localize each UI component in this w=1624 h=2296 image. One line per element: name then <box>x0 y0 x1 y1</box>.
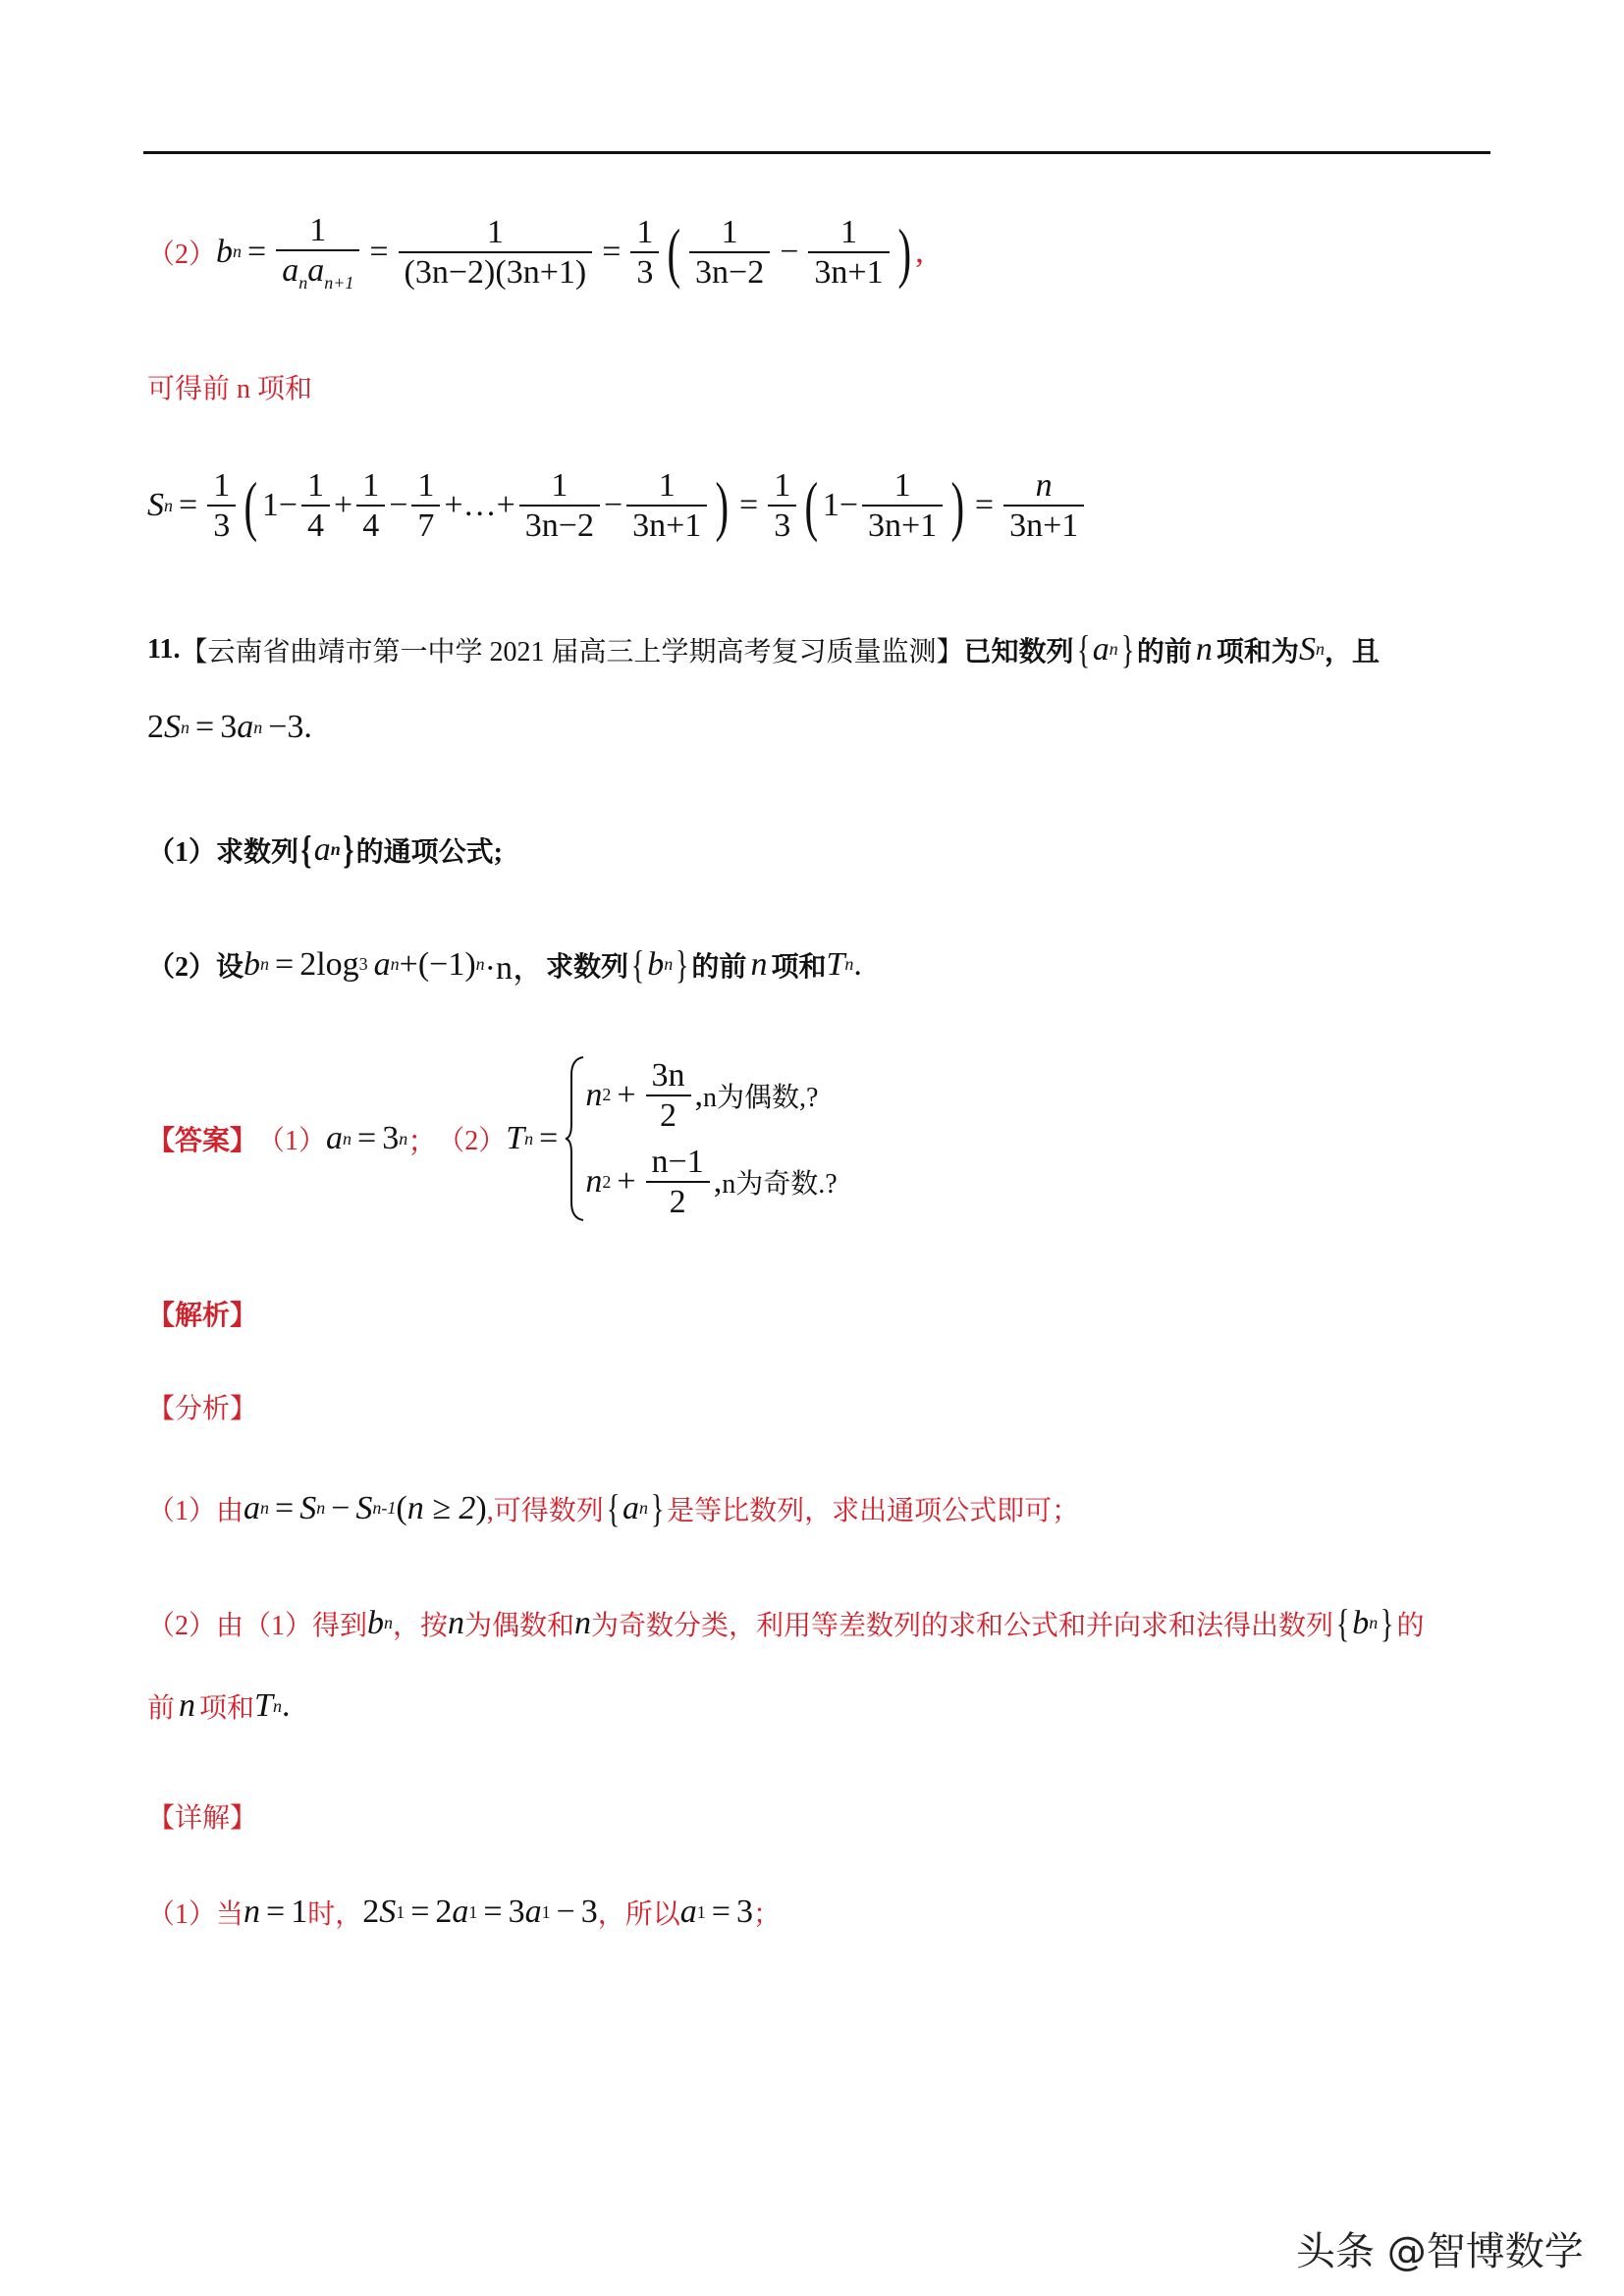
case-odd <box>585 1143 837 1221</box>
fraction <box>276 211 359 294</box>
var-S: S <box>147 487 164 524</box>
coef: 2 <box>435 1894 453 1930</box>
text: 前 <box>147 1693 176 1724</box>
text: （2）由（1）得到 <box>147 1610 368 1641</box>
var-n: n <box>585 1163 603 1201</box>
var-n: n <box>750 945 768 983</box>
var-n: n <box>574 1604 592 1641</box>
sub: n-1 <box>372 1498 397 1518</box>
num: 1 <box>207 466 236 507</box>
var: a <box>373 945 391 983</box>
num: 1 <box>519 466 600 507</box>
question-2 <box>147 940 862 988</box>
term: 1 <box>261 487 279 524</box>
piecewise-cases <box>564 1055 837 1222</box>
watermark: 头条 @智博数学 <box>1296 2229 1584 2274</box>
var: a <box>452 1894 469 1930</box>
num: 1 <box>626 466 707 507</box>
sub: n+1 <box>324 273 354 294</box>
eq: = <box>539 1120 559 1156</box>
cases-rows <box>585 1056 837 1221</box>
q-text: 项和 <box>771 951 827 983</box>
minus: − <box>389 487 408 524</box>
var-T: T <box>826 945 845 983</box>
num: 1 <box>399 213 593 253</box>
sub: n <box>390 954 400 974</box>
eq: = <box>711 1894 731 1930</box>
sub: n <box>260 1498 270 1518</box>
answer-tag: 【答案】 <box>147 1126 258 1156</box>
tail: −3. <box>268 709 312 745</box>
fraction <box>626 466 707 545</box>
var: b <box>647 945 665 983</box>
eq: = <box>195 709 215 745</box>
fraction <box>411 466 440 545</box>
analysis-tag: 【解析】 <box>147 1301 258 1331</box>
var-b: b <box>216 233 234 270</box>
comma: , <box>694 1076 704 1113</box>
text: （1）当 <box>147 1899 244 1930</box>
sub: 1 <box>696 1901 706 1922</box>
var: a <box>237 709 254 745</box>
plus: + <box>334 487 353 524</box>
eq: = <box>974 487 995 524</box>
den: 2 <box>660 1096 677 1134</box>
sub: 1 <box>541 1901 551 1922</box>
fraction <box>1003 466 1084 545</box>
paren: ) <box>475 1489 487 1526</box>
var-n: n <box>1035 467 1053 504</box>
den <box>276 251 359 294</box>
minus: − <box>780 233 799 270</box>
num: 1 <box>411 466 440 507</box>
text: 是等比数列，求出通项公式即可； <box>667 1495 1080 1526</box>
case-condition: n为奇数.? <box>722 1169 838 1201</box>
var: b <box>244 945 261 983</box>
fraction <box>519 466 600 545</box>
fenxi-tag: 【分析】 <box>147 1394 258 1424</box>
num: 1 <box>808 213 889 253</box>
den: (3n−2)(3n+1) <box>404 253 587 291</box>
paren: ) <box>897 214 911 290</box>
left-brace-icon <box>564 1055 585 1222</box>
coef: 3 <box>220 709 238 745</box>
term: 1 <box>822 487 839 524</box>
var-S: S <box>299 1489 317 1526</box>
sub: n <box>164 495 173 515</box>
fraction <box>862 466 943 545</box>
var-T: T <box>254 1687 273 1724</box>
answer-part-label: （1） <box>257 1126 327 1156</box>
text: 为奇数分类，利用等差数列的求和公式和并向求和法得出数列 <box>591 1610 1334 1641</box>
sub: n <box>343 1128 352 1148</box>
var: a <box>313 830 331 868</box>
brace: } <box>1380 1601 1394 1645</box>
den: 3n+1 <box>814 253 884 291</box>
term: ·n， <box>484 950 546 987</box>
var: a <box>524 1894 542 1930</box>
text: 项和 <box>199 1693 255 1724</box>
den: 3n+1 <box>868 507 938 545</box>
stem-text: ，且 <box>1324 636 1380 667</box>
den: 3n+1 <box>1009 507 1079 545</box>
q-text: 的通项公式; <box>355 836 503 868</box>
text: ，按 <box>393 1610 449 1641</box>
sub: n <box>316 1498 326 1518</box>
var: a <box>622 1489 639 1526</box>
var: a <box>282 252 299 290</box>
sub: n <box>1369 1613 1379 1632</box>
brace: { <box>630 942 645 987</box>
text: 时， <box>307 1899 363 1930</box>
den: 3n−2 <box>524 507 594 545</box>
sub: n <box>844 954 854 974</box>
fraction <box>630 213 659 292</box>
part-label: （2） <box>147 239 217 270</box>
detail-line-1 <box>147 1893 781 1932</box>
minus: − <box>278 487 298 524</box>
comma: , <box>713 1163 723 1201</box>
sub: n <box>638 1498 648 1518</box>
sup: n <box>399 1128 408 1148</box>
eq: = <box>275 1489 295 1526</box>
num: 3 <box>580 1894 598 1930</box>
brace: { <box>300 828 312 872</box>
sub: n <box>181 717 189 737</box>
minus: − <box>839 487 859 524</box>
base: 3 <box>382 1120 400 1156</box>
num <box>1003 466 1084 507</box>
sup: 2 <box>602 1171 612 1192</box>
case-even <box>585 1056 837 1135</box>
sub: n <box>524 1128 534 1148</box>
fraction <box>399 213 593 292</box>
sub: 1 <box>396 1901 406 1922</box>
q-text: 的前 <box>691 951 747 983</box>
num: 1 <box>862 466 943 507</box>
sub: n <box>272 1695 282 1716</box>
coef: 3 <box>508 1894 525 1930</box>
problem-stem <box>147 626 1380 672</box>
den: 2 <box>669 1184 686 1221</box>
sub: n <box>1109 639 1118 659</box>
eq: = <box>247 233 267 270</box>
fenxi-line-2 <box>147 1600 1424 1646</box>
var-S: S <box>164 709 181 745</box>
num: 1 <box>291 1894 308 1930</box>
problem-source: 【云南省曲靖市第一中学 2021 届高三上学期高考复习质量监测】 <box>180 636 964 667</box>
eq: = <box>483 1894 503 1930</box>
brace: } <box>650 1486 665 1530</box>
eq: = <box>266 1894 286 1930</box>
var: a <box>1092 630 1110 667</box>
sub: 1 <box>468 1901 478 1922</box>
den: 7 <box>417 507 435 545</box>
var-S: S <box>379 1894 397 1930</box>
var: b <box>1352 1604 1370 1641</box>
fraction <box>768 466 796 545</box>
num: 1 <box>276 211 359 251</box>
condition: n ≥ 2 <box>406 1489 476 1526</box>
paren: ) <box>950 468 965 544</box>
sn-formula-line <box>147 466 1088 545</box>
q-text: 求数列 <box>216 836 299 868</box>
den: 3 <box>213 507 231 545</box>
fraction <box>301 466 330 545</box>
var: a <box>244 1489 261 1526</box>
num: 1 <box>630 213 659 253</box>
eq: = <box>739 487 759 524</box>
stem-text: 已知数列 <box>963 636 1074 667</box>
semicolon: ； <box>407 1126 438 1158</box>
sub: n <box>330 839 341 859</box>
num: 3 <box>735 1894 753 1930</box>
text: ，所以 <box>597 1899 680 1930</box>
text: 的 <box>1396 1610 1425 1641</box>
partial-sum-text: 可得前 n 项和 <box>147 374 313 404</box>
plus: + <box>617 1076 636 1113</box>
sub: n <box>384 1613 394 1632</box>
sub: n <box>260 954 270 974</box>
paren: ( <box>804 468 819 544</box>
text: （1）由 <box>147 1495 244 1526</box>
plus: + <box>444 487 463 524</box>
var: a <box>679 1894 697 1930</box>
den: 3n+1 <box>632 507 702 545</box>
fraction <box>808 213 889 292</box>
question-1 <box>147 827 503 873</box>
var-S: S <box>355 1489 373 1526</box>
fenxi-line-1 <box>147 1485 1079 1531</box>
log: 2log <box>299 945 359 983</box>
num: n−1 <box>646 1143 710 1183</box>
bn-formula-line <box>147 211 924 294</box>
num: 1 <box>768 466 796 507</box>
fraction <box>207 466 236 545</box>
brace: { <box>606 1486 621 1530</box>
den: 3n−2 <box>695 253 765 291</box>
minus: − <box>331 1489 351 1526</box>
brace: } <box>676 942 689 987</box>
den: 4 <box>362 507 380 545</box>
eq: = <box>410 1894 430 1930</box>
var-S: S <box>1298 630 1316 667</box>
stem-text: 的前 <box>1136 636 1192 667</box>
var: b <box>367 1604 385 1641</box>
period: . <box>281 1687 291 1724</box>
brace: } <box>1120 627 1135 671</box>
paren: ) <box>715 468 730 544</box>
q-text: 设 <box>216 951 244 983</box>
text: 为偶数和 <box>464 1610 575 1641</box>
var-n: n <box>448 1604 465 1641</box>
fraction <box>646 1056 691 1135</box>
den: 4 <box>307 507 325 545</box>
stem-text: 项和为 <box>1216 636 1299 667</box>
sub: n <box>253 717 263 737</box>
paren: ( <box>396 1489 407 1526</box>
var: a <box>326 1120 344 1156</box>
term: +(−1) <box>399 945 476 983</box>
q-text: 求数列 <box>546 951 629 983</box>
var-n: n <box>244 1894 261 1930</box>
answer-line <box>147 1055 838 1222</box>
problem-number: 11. <box>147 633 181 665</box>
minus: − <box>603 487 623 524</box>
sub: n <box>233 241 243 262</box>
plus: + <box>617 1163 636 1201</box>
sub: n <box>298 273 308 294</box>
sup: 2 <box>602 1085 612 1105</box>
q-label: （2） <box>147 951 217 983</box>
problem-condition <box>147 709 312 746</box>
eq: = <box>602 233 622 270</box>
brace: } <box>343 828 354 872</box>
q-label: （1） <box>147 836 217 868</box>
plus: + <box>496 487 515 524</box>
sub: n <box>1315 639 1325 659</box>
fraction <box>689 213 770 292</box>
den: 3 <box>636 253 654 291</box>
header-rule <box>143 151 1490 154</box>
sub: n <box>664 954 674 974</box>
num: 1 <box>356 466 385 507</box>
paren: ( <box>244 468 258 544</box>
comma: , <box>915 233 924 270</box>
paren: ( <box>667 214 681 290</box>
period: . <box>853 945 862 983</box>
fenxi-line-3 <box>147 1686 290 1726</box>
var-T: T <box>506 1120 525 1156</box>
coef: 2 <box>147 709 164 745</box>
sup: n <box>475 954 485 974</box>
var-n: n <box>1195 630 1213 667</box>
sub: 3 <box>358 954 368 974</box>
coef: 2 <box>362 1894 380 1930</box>
eq: = <box>275 945 295 983</box>
eq: = <box>357 1120 377 1156</box>
fraction <box>356 466 385 545</box>
text: ,可得数列 <box>486 1495 604 1526</box>
eq: = <box>179 487 198 524</box>
den: 3 <box>774 507 791 545</box>
detail-tag: 【详解】 <box>147 1803 258 1834</box>
num: 3n <box>646 1056 691 1096</box>
num: 1 <box>301 466 330 507</box>
fraction <box>646 1143 710 1221</box>
brace: { <box>1335 1601 1350 1645</box>
var-n: n <box>179 1687 196 1724</box>
num: 1 <box>689 213 770 253</box>
minus: − <box>556 1894 575 1930</box>
var: a <box>307 252 325 290</box>
case-condition: n为偶数,? <box>703 1082 819 1113</box>
var-n: n <box>585 1076 603 1113</box>
answer-part-label: （2） <box>437 1126 507 1156</box>
eq: = <box>369 233 389 270</box>
dots: … <box>462 487 497 524</box>
semicolon: ； <box>752 1899 781 1930</box>
brace: { <box>1076 627 1090 671</box>
